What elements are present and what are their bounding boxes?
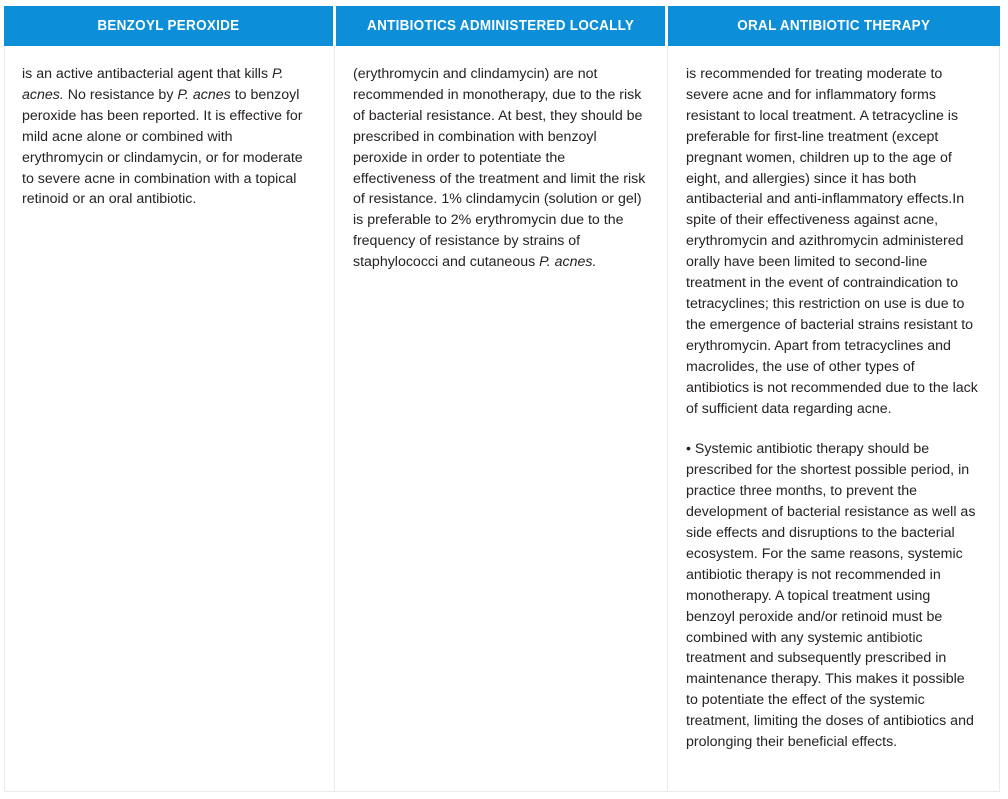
text-run: to benzoyl peroxide has been reported. It is effective for mild acne alone or combined with erythromycin or clindamycin, or for moderate to severe acne in combination with a topical retinoid or an oral antibiotic. <box>22 86 303 208</box>
italic-term: P. acnes. <box>539 254 597 271</box>
column-header-antibiotics-administered-locally <box>336 6 665 46</box>
text-run: is recommended for treating moderate to severe acne and for inflammatory forms resistant to local treatment. A tetracycline is preferable for first-line treatment (except pregnant women, children up to the age of eight, and allergies) since it has both antibacterial and anti-inflammatory effects.In spite of their effectiveness against acne, erythromycin and azithromycin administered orally have been limited to second-line treatment in the event of contraindication to tetracyclines; this restriction on use is due to the emergence of bacterial strains resistant to erythromycin. Apart from tetracyclines and macrolides, the use of other types of antibiotics is not recommended due to the lack of sufficient data regarding acne. <box>686 66 978 417</box>
table-header-row <box>4 6 1000 46</box>
text-run: No resistance by <box>63 86 178 103</box>
column-header-label: BENZOYL PEROXIDE <box>97 17 240 34</box>
column-header-benzoyl-peroxide <box>4 6 333 46</box>
column-header-oral-antibiotic-therapy <box>668 6 1000 46</box>
comparison-table <box>4 6 1000 792</box>
table-cell-oral-antibiotic-therapy <box>667 46 1000 791</box>
paragraph <box>686 64 979 419</box>
text-run: (erythromycin and clindamycin) are not recommended in monotherapy, due to the risk of bacterial resistance. At best, they should be prescribed in combination with benzoyl peroxide in order to potentiate the effectiveness of the treatment and limit the risk of resistance. 1% clindamycin (solution or gel) is preferable to 2% erythromycin due to the frequency of resistance by strains of staphylococci and cutaneous <box>353 66 646 271</box>
paragraph <box>22 64 316 210</box>
table-cell-antibiotics-administered-locally <box>334 46 667 791</box>
text-run: • Systemic antibiotic therapy should be prescribed for the shortest possible period, in practice three months, to prevent the development of bacterial resistance as well as side effects and disruptions to the bacterial ecosystem. For the same reasons, systemic antibiotic therapy is not recommended in monotherapy. A topical treatment using benzoyl peroxide and/or retinoid must be combined with any systemic antibiotic treatment and subsequently prescribed in maintenance therapy. This makes it possible to potentiate the effect of the systemic treatment, limiting the doses of antibiotics and prolonging their beneficial effects. <box>686 441 976 751</box>
text-run: is an active antibacterial agent that kills <box>22 66 272 82</box>
table-cell-benzoyl-peroxide <box>4 46 334 791</box>
column-header-label: ANTIBIOTICS ADMINISTERED LOCALLY <box>366 17 635 34</box>
italic-term: P. acnes. <box>22 66 284 103</box>
table-body-row <box>4 46 1000 792</box>
paragraph <box>686 439 979 753</box>
paragraph <box>353 64 647 273</box>
column-header-label: ORAL ANTIBIOTIC THERAPY <box>737 17 931 34</box>
italic-term: P. acnes <box>177 86 231 103</box>
